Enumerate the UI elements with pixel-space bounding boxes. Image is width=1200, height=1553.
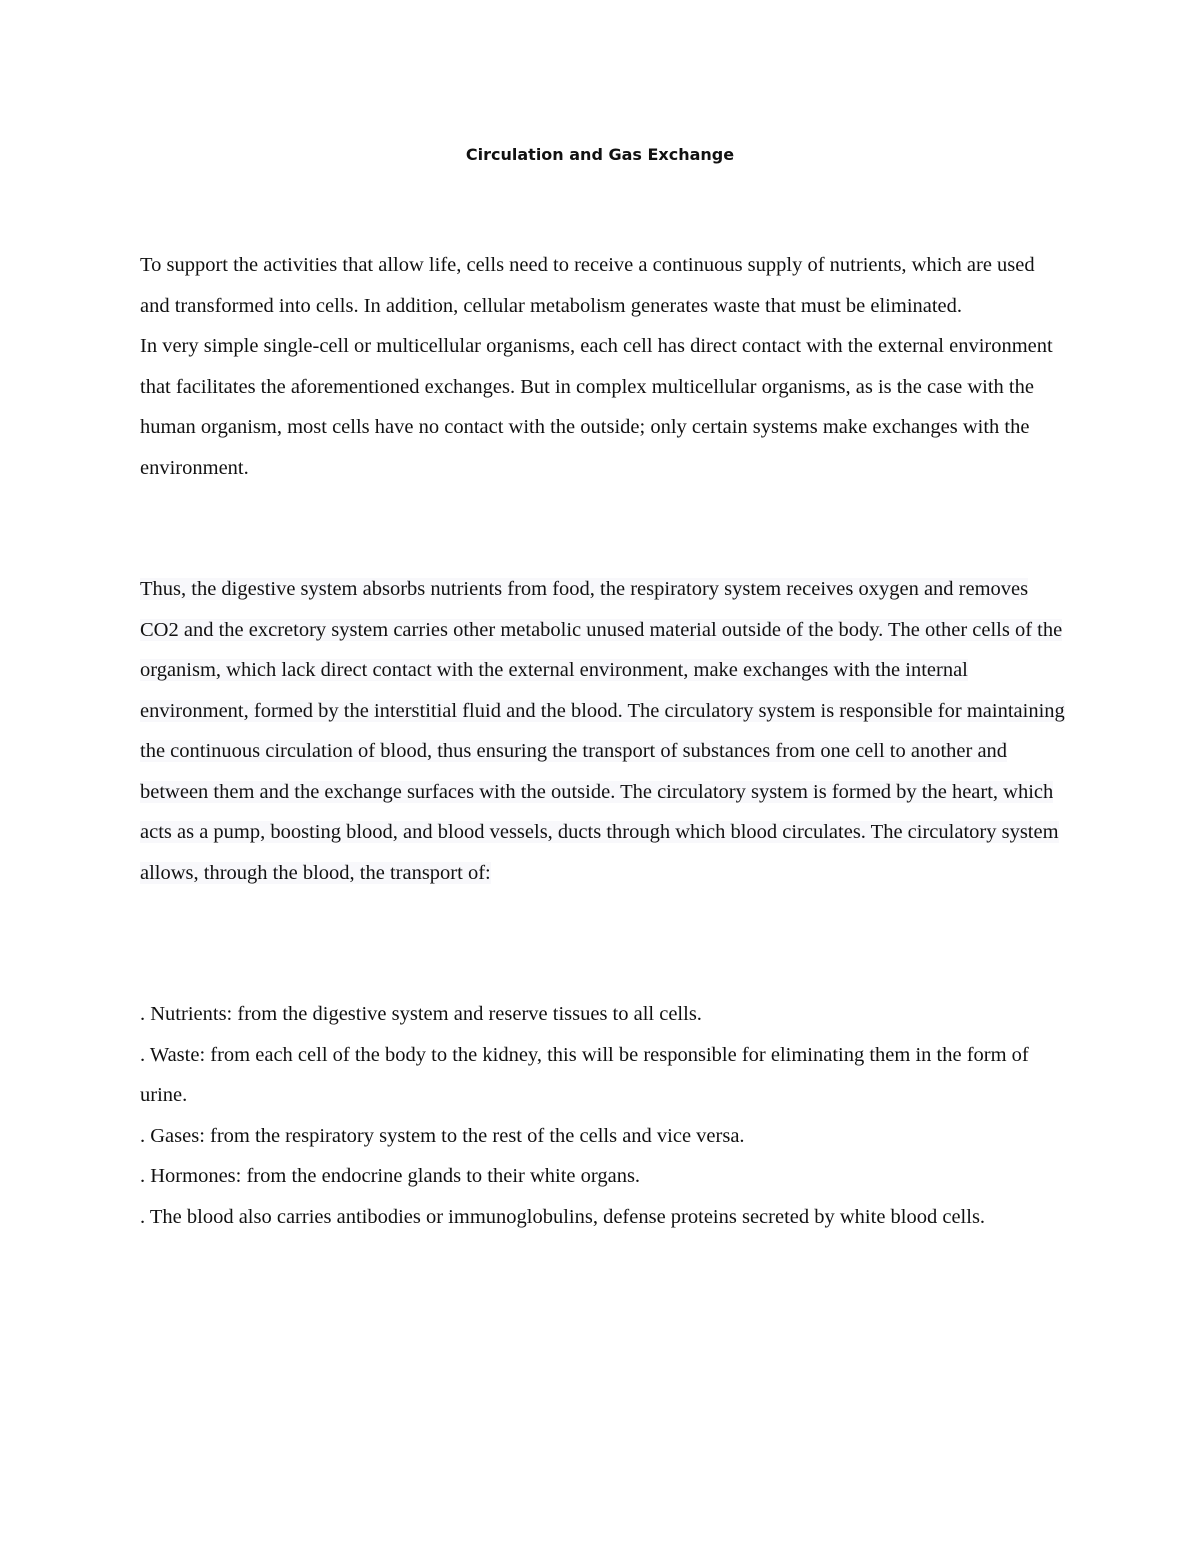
list-item-waste: . Waste: from each cell of the body to the kidney, this will be responsible for eliminating them in the form of urine.	[140, 1043, 1029, 1106]
main-paragraph	[140, 569, 1065, 893]
document-title: Circulation and Gas Exchange	[465, 145, 735, 164]
main-paragraph-text: Thus, the digestive system absorbs nutrients from food, the respiratory system receives oxygen and removes CO2 and the excretory system carries other metabolic unused material outside of the body. The other cells of the organism, which lack direct contact with the external environment, make exchanges with the internal environment, formed by the interstitial fluid and the blood. The circulatory system is responsible for maintaining the continuous circulation of blood, thus ensuring the transport of substances from one cell to another and between them and the exchange surfaces with the outside. The circulatory system is formed by the heart, which acts as a pump, boosting blood, and blood vessels, ducts through which blood circulates. The circulatory system allows, through the blood, the transport of:	[140, 578, 1065, 884]
main-section	[140, 569, 1065, 893]
list-item-gases: . Gases: from the respiratory system to the rest of the cells and vice versa.	[140, 1124, 745, 1147]
intro-section	[140, 245, 1065, 488]
intro-paragraph-2: In very simple single-cell or multicellular organisms, each cell has direct contact with the external environment that facilitates the aforementioned exchanges. But in complex multicellular organisms, as is the case with the human organism, most cells have no contact with the outside; only certain systems make exchanges with the environment.	[140, 335, 1053, 479]
intro-paragraph-1: To support the activities that allow life, cells need to receive a continuous supply of nutrients, which are used and transformed into cells. In addition, cellular metabolism generates waste that must be eliminated.	[140, 254, 1035, 317]
transport-list	[140, 994, 1065, 1237]
list-item-nutrients: . Nutrients: from the digestive system and reserve tissues to all cells.	[140, 1003, 702, 1025]
list-item-antibodies: . The blood also carries antibodies or immunoglobulins, defense proteins secreted by white blood cells.	[140, 1205, 986, 1228]
list-item-hormones: . Hormones: from the endocrine glands to their white organs.	[140, 1165, 641, 1187]
